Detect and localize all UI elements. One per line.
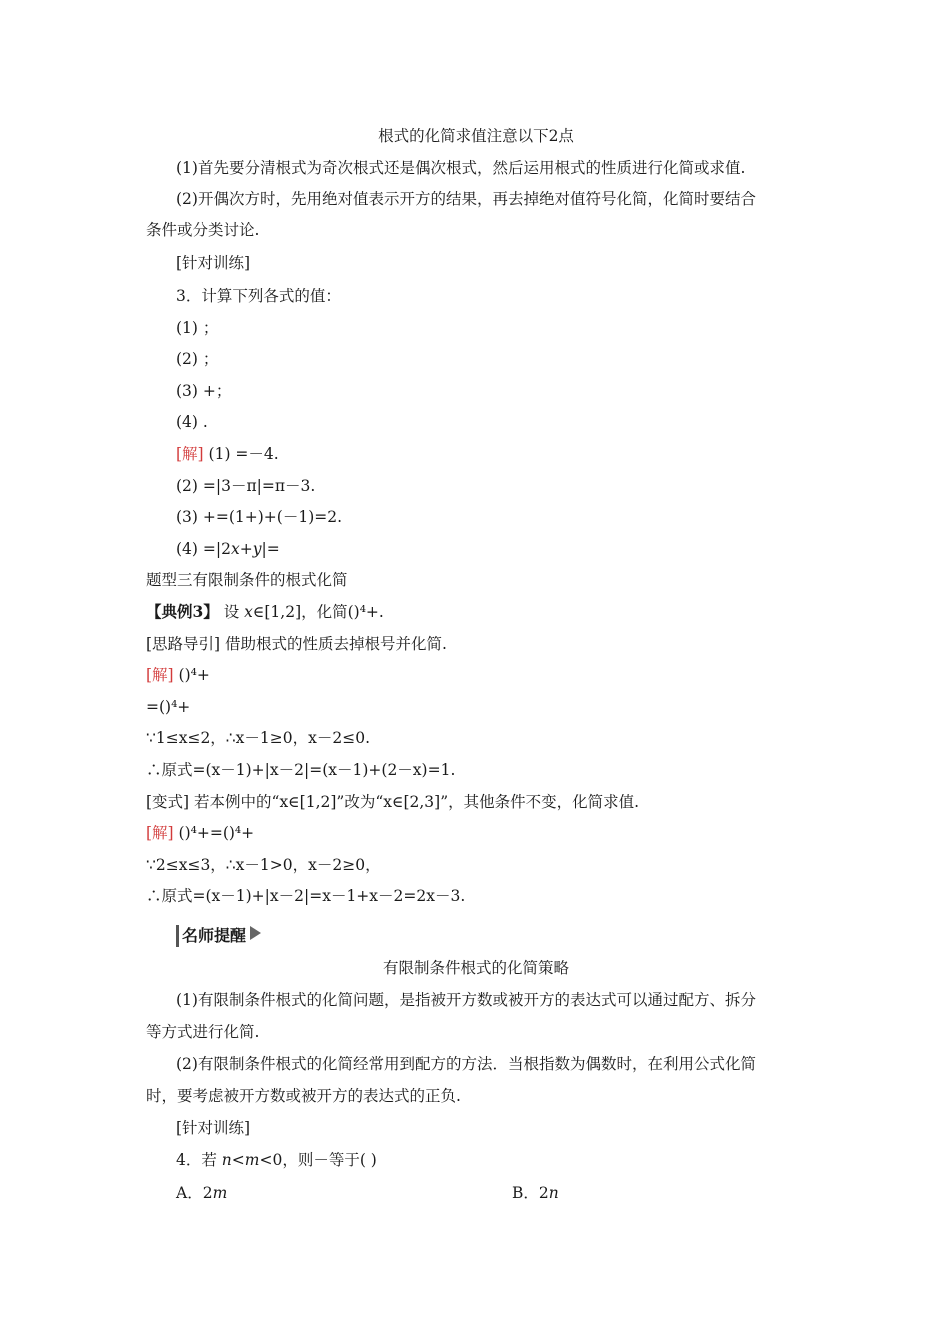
- variant-solution-line-1: [解] ()⁴+=()⁴+: [146, 824, 255, 842]
- example-solution-line-3: ∵1≤x≤2，∴x－1≥0，x－2≤0.: [146, 729, 370, 747]
- variant-solution-line-3: ∴原式=(x－1)+|x－2|=x－1+x－2=2x－3.: [146, 887, 466, 905]
- paragraph-odd-even-roots: (1)首先要分清根式为奇次根式还是偶次根式，然后运用根式的性质进行化简或求值.: [176, 159, 746, 177]
- example-3: 【典例3】 设 x∈[1,2]，化简()⁴+.: [146, 602, 384, 621]
- triangle-right-icon: [250, 926, 261, 940]
- section-title-root-simplify: 根式的化简求值注意以下2点: [378, 127, 574, 145]
- solution-label: [解]: [146, 824, 174, 842]
- question-3-item-3: (3) +；: [176, 382, 232, 400]
- options-row: [176, 1182, 836, 1204]
- solution-label: [解]: [176, 445, 204, 463]
- question-3-item-2: (2) ；: [176, 350, 219, 368]
- example-solution-line-2: =()⁴+: [146, 698, 191, 716]
- question-3-item-4: (4) .: [176, 413, 208, 431]
- hint-label: [思路导引]: [146, 635, 221, 653]
- variant-question: [变式] 若本例中的“x∈[1,2]”改为“x∈[2,3]”，其他条件不变，化简求值.: [146, 793, 640, 811]
- solution-3-line-3: (3) +=(1+)+(－1)=2.: [176, 508, 343, 526]
- solution-3-line-2: (2) =|3－π|=π－3.: [176, 477, 316, 495]
- example-label: 【典例3】: [146, 602, 219, 621]
- training-label: [针对训练]: [176, 254, 251, 272]
- teacher-tip-badge: 名师提醒: [176, 925, 261, 947]
- question-4: 4．若 n<m<0，则－等于( ): [176, 1151, 377, 1169]
- question-3-item-1: (1) ；: [176, 319, 219, 337]
- paragraph-restricted-2-line2: 时，要考虑被开方数或被开方的表达式的正负.: [146, 1087, 461, 1105]
- section-title-restricted-roots: 有限制条件根式的化简策略: [382, 959, 569, 977]
- question-3: 3．计算下列各式的值：: [176, 287, 341, 305]
- hint: [思路导引] 借助根式的性质去掉根号并化简.: [146, 635, 447, 653]
- option-a[interactable]: A．2m: [176, 1184, 228, 1202]
- heading-type-3: 题型三有限制条件的根式化简: [146, 571, 348, 589]
- solution-label: [解]: [146, 666, 174, 684]
- paragraph-restricted-1-line2: 等方式进行化简.: [146, 1023, 260, 1041]
- option-b[interactable]: B．2n: [512, 1184, 559, 1202]
- paragraph-even-root-line2: 条件或分类讨论.: [146, 221, 260, 239]
- training-label-2: [针对训练]: [176, 1119, 251, 1137]
- paragraph-restricted-2-line1: (2)有限制条件根式的化简经常用到配方的方法．当根指数为偶数时，在利用公式化简: [176, 1055, 756, 1073]
- paragraph-restricted-1-line1: (1)有限制条件根式的化简问题，是指被开方数或被开方的表达式可以通过配方、拆分: [176, 991, 756, 1009]
- paragraph-even-root-line1: (2)开偶次方时，先用绝对值表示开方的结果，再去掉绝对值符号化简，化简时要结合: [176, 190, 756, 208]
- example-solution-line-4: ∴原式=(x－1)+|x－2|=(x－1)+(2－x)=1.: [146, 761, 456, 779]
- variant-solution-line-2: ∵2≤x≤3，∴x－1>0，x－2≥0，: [146, 856, 381, 874]
- example-solution-line-1: [解] ()⁴+: [146, 666, 210, 684]
- solution-3-line-4: (4) =|2x+y|=: [176, 540, 280, 558]
- solution-3-line-1: [解] (1) =－4.: [176, 445, 279, 463]
